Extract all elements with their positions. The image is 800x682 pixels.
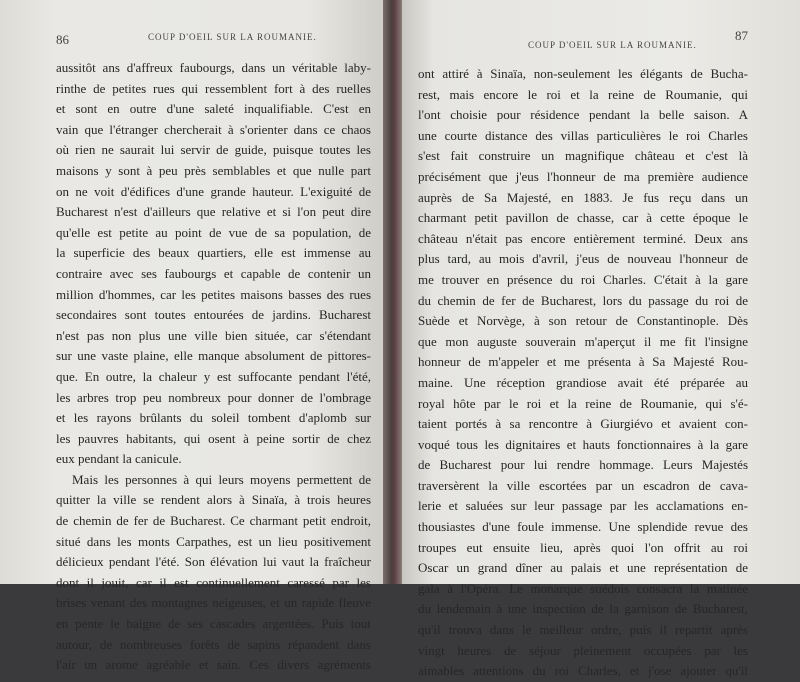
text-line: aimables attentions du roi Charles, et j'ose ajouter qu'il <box>418 663 748 679</box>
text-line: Oscar un grand dîner au palais et une représentation de <box>418 560 748 576</box>
book-gutter <box>383 0 402 584</box>
left-running-title: COUP D'OEIL SUR LA ROUMANIE. <box>148 32 317 42</box>
left-page-text <box>56 58 371 676</box>
text-line: de chemin de fer de Bucharest. Ce charmant petit endroit, <box>56 513 371 529</box>
text-line: situé dans les monts Carpathes, est un lieu positivement <box>56 533 371 549</box>
text-line: maine. Une réception grandiose avait été préparée au <box>418 374 748 390</box>
text-line: charmant petit pavillon de chasse, car à cette époque le <box>418 210 748 226</box>
right-page <box>402 0 800 679</box>
text-line: l'air un arome agréable et sain. Ces divers agréments <box>56 657 371 673</box>
text-line: on ne voit d'édifices d'une grande hauteur. L'exiguité de <box>56 183 371 199</box>
text-line: royal hôte par le roi et la reine de Roumanie, qui s'é- <box>418 395 748 411</box>
text-line: vingt heures de séjour pleinement occupées par les <box>418 642 748 658</box>
text-line: château n'était pas encore entièrement terminé. Deux ans <box>418 230 748 246</box>
text-line: secondaires sont toutes entourées de jardins. Bucharest <box>56 307 371 323</box>
text-line: n'est pas non plus une ville bien située, car s'étendant <box>56 327 371 343</box>
text-line: s'est fait construire un magnifique château et c'est là <box>418 148 748 164</box>
text-line: rest, mais encore le roi et la reine de Roumanie, qui <box>418 86 748 102</box>
text-line: troupes eut ensuite lieu, après quoi l'on offrit au roi <box>418 539 748 555</box>
text-line: eux pendant la canicule. <box>56 451 182 467</box>
text-line: et sont en outre d'une saleté inqualifiable. C'est en <box>56 101 371 117</box>
text-line: honneur de m'appeler et me présenta à Sa Majesté Rou- <box>418 354 748 370</box>
text-line: contraire avec ses faubourgs et capable de contenir un <box>56 265 371 281</box>
text-line: les arbres trop peu nombreux pour donner de l'ombrage <box>56 389 371 405</box>
text-line: autour, de nombreuses forêts de sapins répandent dans <box>56 636 371 652</box>
text-line: les pauvres habitants, qui osent à peine sortir de chez <box>56 430 371 446</box>
text-line: l'ont choisie pour résidence pendant la belle saison. A <box>418 107 748 123</box>
right-page-header <box>418 28 748 50</box>
text-line: lerie et saluées sur leur passage par les acclamations en- <box>418 498 748 514</box>
text-line: plus tard, au mois d'avril, j'eus de nouveau l'honneur de <box>418 251 748 267</box>
text-line: auprès de Sa Majesté, en 1883. Je fus reçu dans un <box>418 189 748 205</box>
text-line: sur une vaste plaine, elle manque absolument de pittores- <box>56 348 371 364</box>
text-line: Suède et Norvège, à son retour de Constantinople. Dès <box>418 313 748 329</box>
text-line: du lendemain à une inspection de la garnison de Bucharest, <box>418 601 748 617</box>
text-line: brises venant des montagnes neigeuses, et un rapide fleuve <box>56 595 371 611</box>
text-line: vain que l'étranger chercherait à s'orienter dans ce chaos <box>56 121 371 137</box>
text-line: me trouver en présence du roi Charles. C'était à la gare <box>418 271 748 287</box>
text-line: qu'il trouva dans le meilleur ordre, puis il repartit après <box>418 622 748 638</box>
text-line: aussitôt ans d'affreux faubourgs, dans un véritable laby- <box>56 60 371 75</box>
text-line: quitter la ville se rendent alors à Sinaïa, à trois heures <box>56 492 371 508</box>
text-line: ont attiré à Sinaïa, non-seulement les élégants de Bucha- <box>418 66 748 81</box>
text-line: que. En outre, la chaleur y est suffocante pendant l'été, <box>56 368 371 384</box>
text-line: Mais les personnes à qui leurs moyens permettent de <box>72 471 371 487</box>
text-line: million d'hommes, car les petites maisons basses des rues <box>56 286 371 302</box>
right-page-number: 87 <box>735 28 748 43</box>
text-line: qu'elle est petite au point de vue de sa population, de <box>56 224 371 240</box>
text-line: en pente le baigne de ses cascades argentées. Puis tout <box>56 616 371 632</box>
text-line: thousiastes d'une foule immense. Une splendide revue des <box>418 519 748 535</box>
right-running-title: COUP D'OEIL SUR LA ROUMANIE. <box>528 40 697 50</box>
text-line: délicieux pendant l'été. Son élévation lui vaut la fraîcheur <box>56 554 371 570</box>
text-line: dont il jouit, car il est continuellement caressé par les <box>56 574 371 590</box>
left-page <box>0 0 383 673</box>
right-page-text <box>418 64 748 682</box>
text-line: rinthe de petites rues qui ressemblent fort à des ruelles <box>56 80 371 96</box>
text-line: où rien ne saurait lui servir de guide, puisque toutes les <box>56 142 371 158</box>
text-line: une courte distance des villas particulières le roi Charles <box>418 127 748 143</box>
text-line: traversèrent la ville escortées par un escadron de cava- <box>418 477 748 493</box>
text-line: de Bucharest pour lui rendre hommage. Leurs Majestés <box>418 457 748 473</box>
text-line: et les rayons brûlants du soleil tombent d'aplomb sur <box>56 410 371 426</box>
text-line: gala à l'Opéra. Le monarque suédois consacra la matinée <box>418 580 748 596</box>
text-line: la superficie des beaux quartiers, elle est immense au <box>56 245 371 261</box>
text-line: maisons y sont à peu près semblables et que nulle part <box>56 162 371 178</box>
text-line: du chemin de fer de Bucharest, lors du passage du roi de <box>418 292 748 308</box>
text-line: taient portés à sa rencontre à Giurgiévo et avaient con- <box>418 416 748 432</box>
left-page-header <box>56 32 371 48</box>
left-page-number: 86 <box>56 32 69 47</box>
text-line: Bucharest n'est d'ailleurs que relative et si l'on peut dire <box>56 204 371 220</box>
text-line: voqué tous les dignitaires et hauts fonctionnaires à la gare <box>418 436 748 452</box>
text-line: précisément que j'eus l'honneur de ma première audience <box>418 168 748 184</box>
text-line: que mon auguste souverain m'aperçut il me fit l'insigne <box>418 333 748 349</box>
